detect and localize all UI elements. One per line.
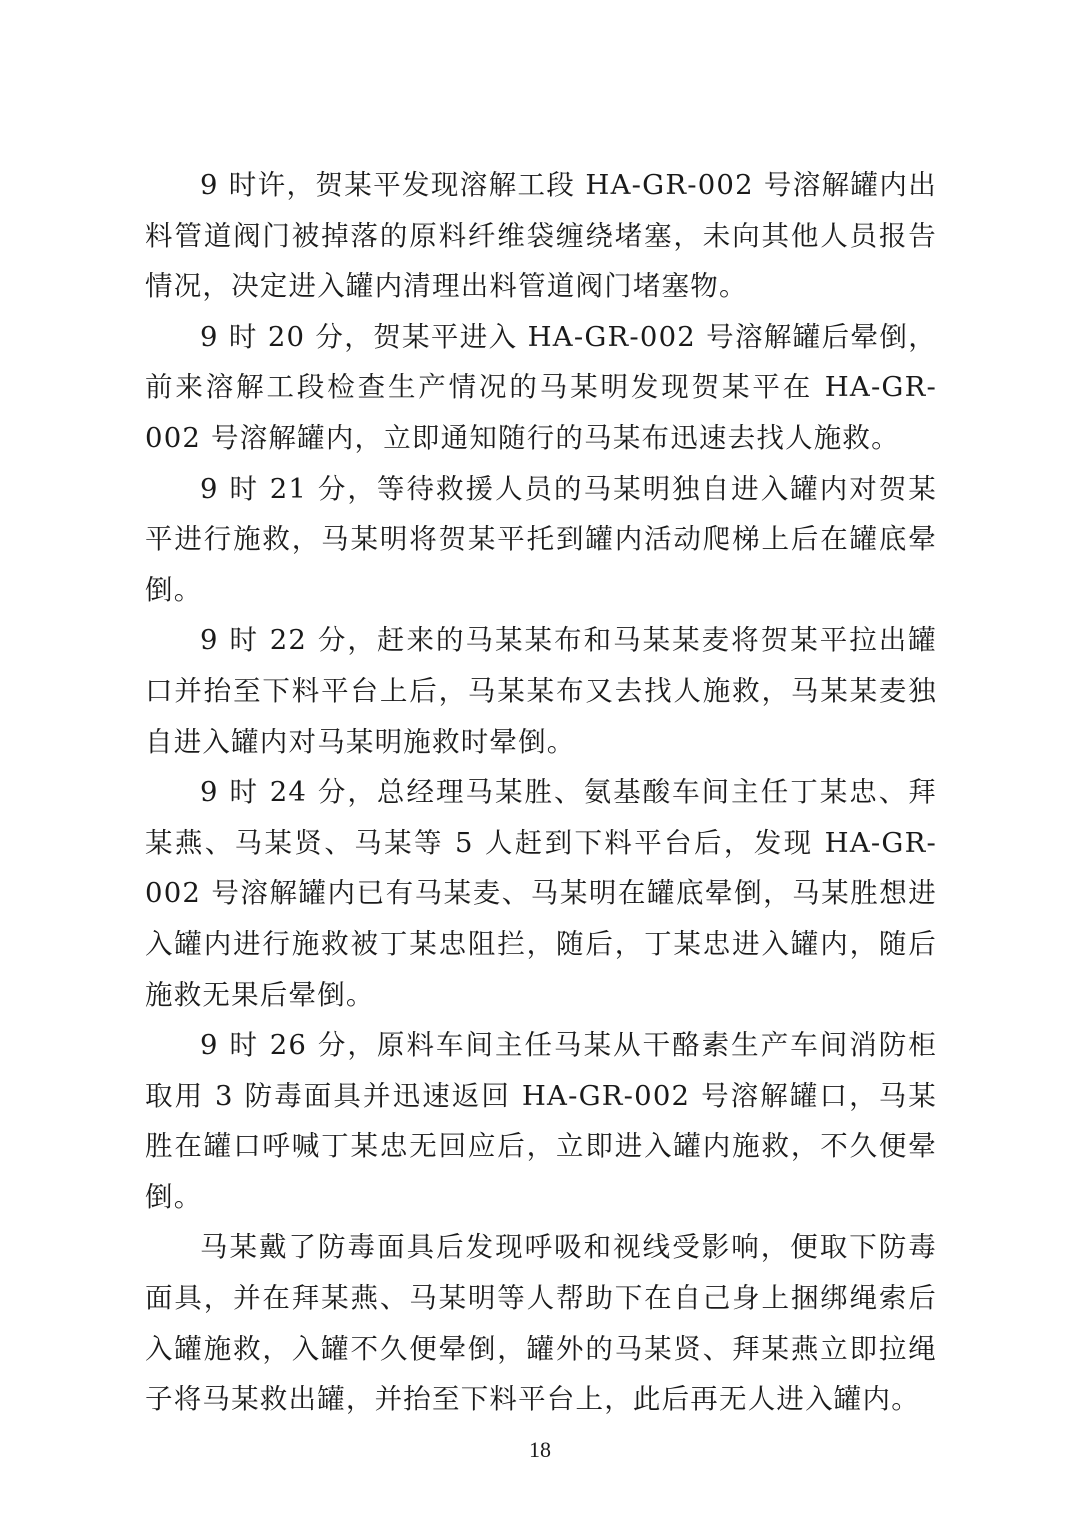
paragraph-1: 9 时许，贺某平发现溶解工段 HA-GR-002 号溶解罐内出料管道阀门被掉落的原料纤维袋缠绕堵塞，未向其他人员报告情况，决定进入罐内清理出料管道阀门堵塞物。	[145, 169, 937, 303]
paragraph-3: 9 时 21 分，等待救援人员的马某明独自进入罐内对贺某平进行施救，马某明将贺某平托到罐内活动爬梯上后在罐底晕倒。	[145, 472, 937, 606]
body-text	[145, 160, 937, 1425]
paragraph-4: 9 时 22 分，赶来的马某某布和马某某麦将贺某平拉出罐口并抬至下料平台上后，马某某布又去找人施救，马某某麦独自进入罐内对马某明施救时晕倒。	[145, 624, 937, 758]
paragraph-7: 马某戴了防毒面具后发现呼吸和视线受影响，便取下防毒面具，并在拜某燕、马某明等人帮助下在自己身上捆绑绳索后入罐施救，入罐不久便晕倒，罐外的马某贤、拜某燕立即拉绳子将马某救出罐，并抬至下料平台上，此后再无人进入罐内。	[145, 1231, 937, 1416]
page-number: 18	[529, 1437, 551, 1462]
paragraph-2: 9 时 20 分，贺某平进入 HA-GR-002 号溶解罐后晕倒，前来溶解工段检查生产情况的马某明发现贺某平在 HA-GR-002 号溶解罐内，立即通知随行的马某布迅速去找人施救。	[145, 320, 937, 454]
paragraph-5: 9 时 24 分，总经理马某胜、氨基酸车间主任丁某忠、拜某燕、马某贤、马某等 5 人赶到下料平台后，发现 HA-GR-002 号溶解罐内已有马某麦、马某明在罐底晕倒，马某胜想进入罐内进行施救被丁某忠阻拦，随后，丁某忠进入罐内，随后施救无果后晕倒。	[145, 776, 937, 1011]
paragraph-6: 9 时 26 分，原料车间主任马某从干酪素生产车间消防柜取用 3 防毒面具并迅速返回 HA-GR-002 号溶解罐口，马某胜在罐口呼喊丁某忠无回应后，立即进入罐内施救，不久便晕倒。	[145, 1029, 937, 1213]
